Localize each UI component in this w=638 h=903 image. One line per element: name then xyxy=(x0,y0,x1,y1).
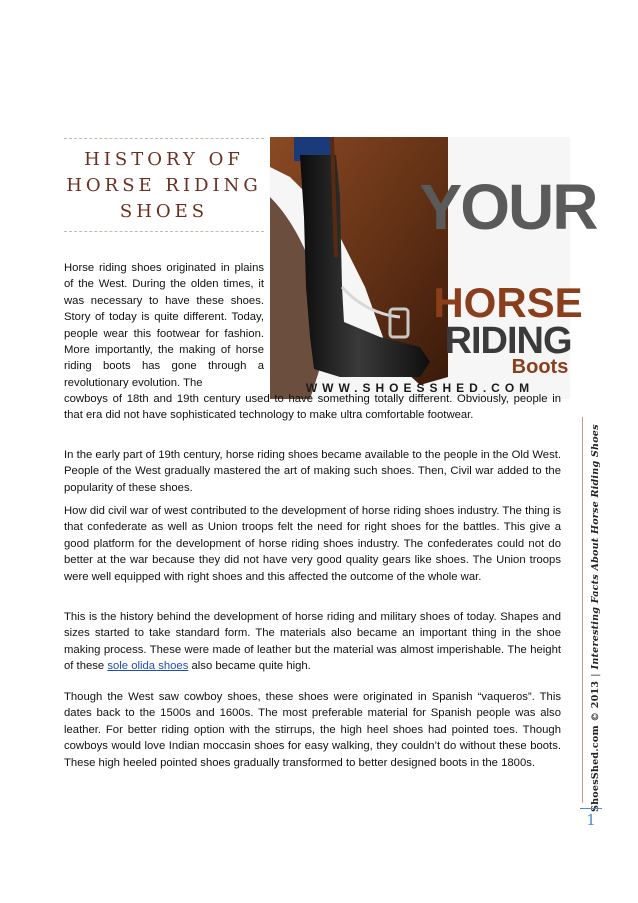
sidebar-vertical-text xyxy=(590,392,601,812)
sidebar-site: ShoesShed.com © 2013 xyxy=(590,680,601,812)
paragraph-spanish-vaqueros: Though the West saw cowboy shoes, these shoes were originated in Spanish “vaqueros”. This dates back to the 1500s and 1600s. The most preferable material for Spanish people was also leather. For better riding option with the stirrups, the high heel shoes had pointed toes. Though cowboys would love Indian moccasin shoes for easy walking, they couldn’t do without these boots. These high heeled pointed shoes gradually transformed to better designed boots in the 1800s. xyxy=(64,691,561,769)
sidebar-topic: Interesting Facts About Horse Riding Shoes xyxy=(590,424,601,670)
title-line-3: SHOES xyxy=(119,201,209,222)
intro-paragraph-continued: cowboys of 18th and 19th century used to have something totally different. Obviously, people in that era did not have sophisticated technology to make ultra comfortable footwear. xyxy=(64,393,561,422)
word-boots: Boots xyxy=(511,356,569,378)
paragraph-civil-war-contribution: How did civil war of west contributed to the development of horse riding shoes industry. The thing is that confederate as well as Union troops felt the need for right shoes for the battles. This give a good platform for the development of horse riding shoes industry. The confederates could not do better at the war because they did not have very good quality gears like shoes. The Union troops were well equipped with right shoes and this affected the outcome of the whole war. xyxy=(64,505,561,583)
paragraph-history-development xyxy=(64,609,561,675)
title-line-2: HORSE RIDING xyxy=(66,175,262,196)
image-url: WWW.SHOESSHED.COM xyxy=(305,381,535,395)
word-your: YOUR xyxy=(419,171,597,243)
title-line-1: HISTORY OF xyxy=(84,149,244,170)
sidebar-divider xyxy=(582,417,583,803)
sole-olida-shoes-link[interactable]: sole olida shoes xyxy=(107,660,189,673)
sidebar-separator: | xyxy=(590,673,601,677)
para4-text-after: also became quite high. xyxy=(188,660,311,673)
boots-illustration xyxy=(270,137,597,399)
title-block xyxy=(64,138,264,232)
word-riding: RIDING xyxy=(444,320,572,362)
horse-riding-boots-image xyxy=(270,137,597,399)
page-number: 1 xyxy=(580,808,602,829)
para4-text-before: This is the history behind the development of horse riding and military shoes of today. Shapes and sizes started to take standard form. The materials also became an important thing in the shoe making process. These were made of leather but the material was almost imperishable. The height of these xyxy=(64,611,561,673)
word-horse: HORSE xyxy=(433,279,583,326)
intro-paragraph: Horse riding shoes originated in plains of the West. During the olden times, it was necessary to have these shoes. Story of today is quite different. Today, people wear this footwear for fashion. More importantly, the making of horse riding boots has gone through a revolutionary evolution. The xyxy=(64,262,264,389)
paragraph-civil-war-early: In the early part of 19th century, horse riding shoes became available to the people in the Old West. People of the West gradually mastered the art of making such shoes. Then, Civil war added to the popularity of these shoes. xyxy=(64,449,561,494)
page-title xyxy=(64,147,264,225)
